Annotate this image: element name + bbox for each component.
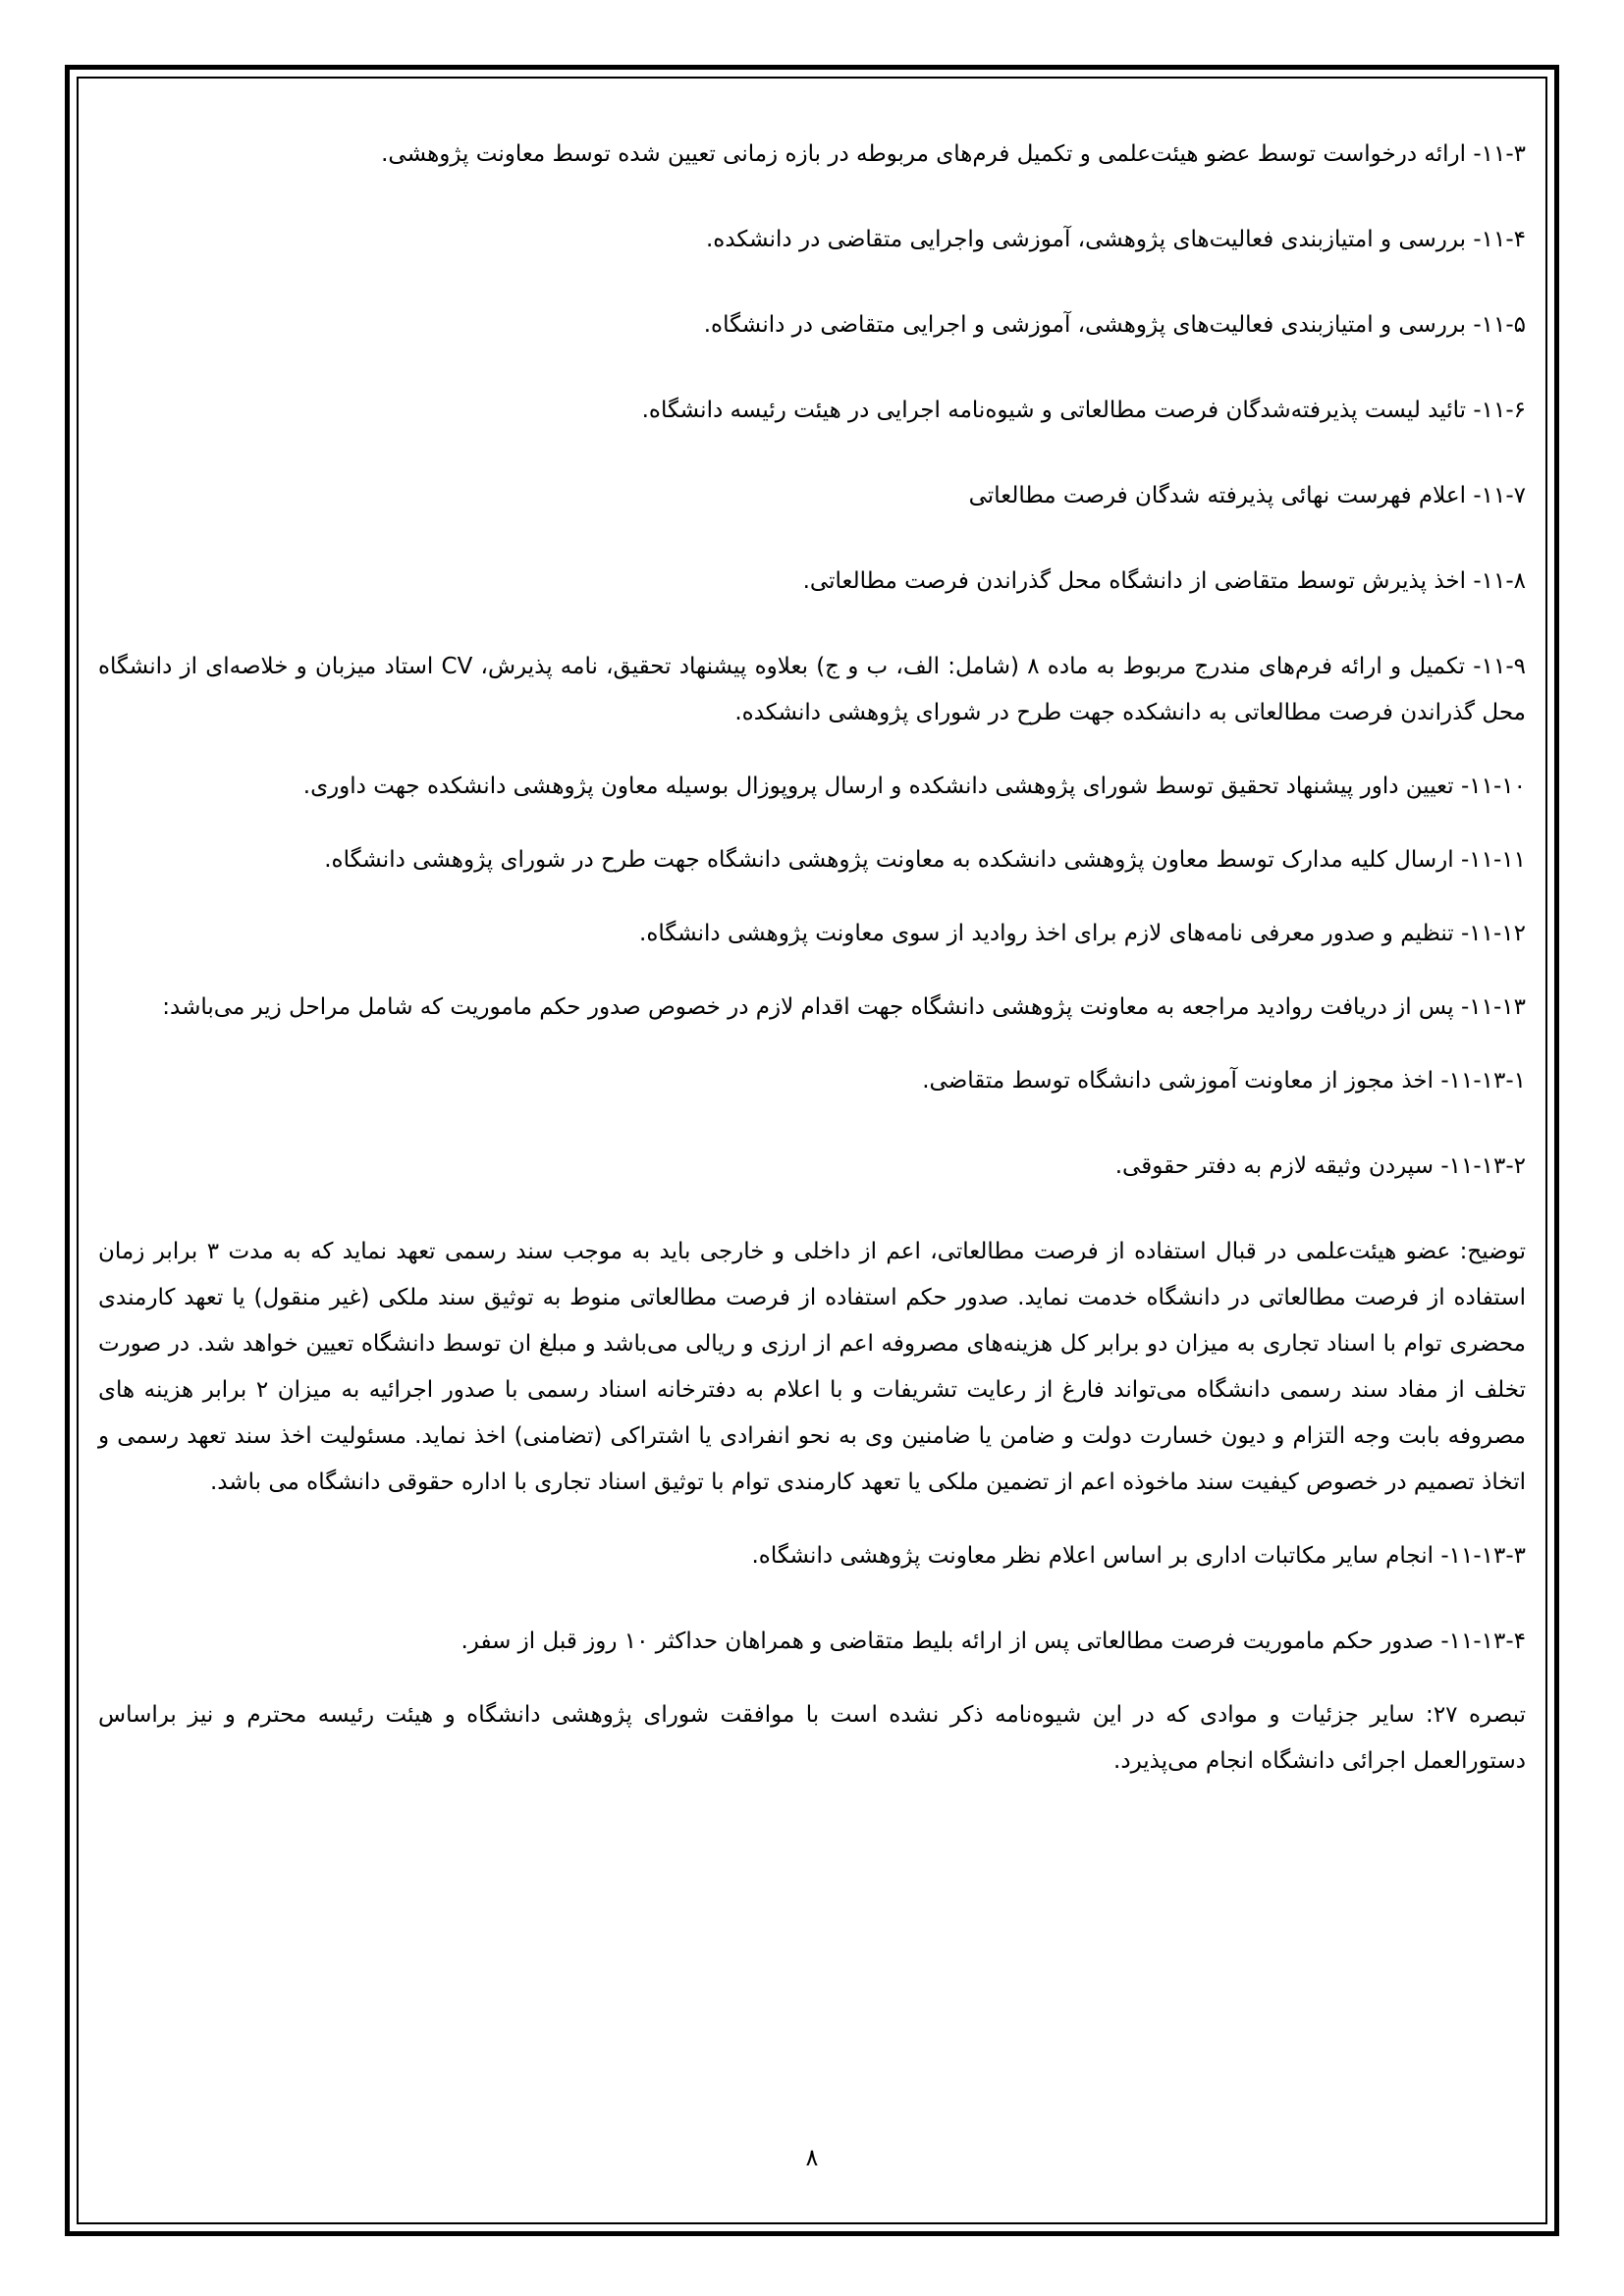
paragraph-11-13-2: ۱۱-۱۳-۲- سپردن وثیقه لازم به دفتر حقوقی. — [1114, 1153, 1526, 1179]
paragraph-note-27: تبصره ۲۷: سایر جزئیات و موادی که در این شیوه‌نامه ذکر نشده است با موافقت شورای پژوهشی دانشگاه و هیئت رئیسه محترم و نیز براساس دستورالعمل اجرائی دانشگاه انجام می‌پذیرد. — [98, 1702, 1527, 1774]
paragraph-11-13-4: ۱۱-۱۳-۴- صدور حکم ماموریت فرصت مطالعاتی پس از ارائه بلیط متقاضی و همراهان حداکثر ۱۰ روز قبل از سفر. — [460, 1629, 1526, 1654]
paragraph-11-13-1: ۱۱-۱۳-۱- اخذ مجوز از معاونت آموزشی دانشگاه توسط متقاضی. — [922, 1068, 1526, 1094]
paragraph-11-3: ۱۱-۳- ارائه درخواست توسط عضو هیئت‌علمی و تکمیل فرم‌های مربوطه در بازه زمانی تعیین شده توسط معاونت پژوهشی. — [381, 141, 1526, 167]
paragraph-11-13: ۱۱-۱۳- پس از دریافت روادید مراجعه به معاونت پژوهشی دانشگاه جهت اقدام لازم در خصوص صدور حکم ماموریت که شامل مراحل زیر می‌باشد: — [162, 994, 1526, 1020]
paragraph-11-5: ۱۱-۵- بررسی و امتیازبندی فعالیت‌های پژوهشی، آموزشی و اجرایی متقاضی در دانشگاه. — [703, 312, 1526, 338]
paragraph-11-11: ۱۱-۱۱- ارسال کلیه مدارک توسط معاون پژوهشی دانشکده به معاونت پژوهشی دانشگاه جهت طرح در شورای پژوهشی دانشگاه. — [324, 847, 1526, 873]
paragraph-11-10: ۱۱-۱۰- تعیین داور پیشنهاد تحقیق توسط شورای پژوهشی دانشکده و ارسال پروپوزال بوسیله معاون پژوهشی دانشکده جهت داوری. — [302, 774, 1526, 799]
paragraph-11-6: ۱۱-۶- تائید لیست پذیرفته‌شدگان فرصت مطالعاتی و شیوه‌نامه اجرایی در هیئت رئیسه دانشگاه. — [641, 398, 1526, 423]
paragraph-11-9: ۱۱-۹- تکمیل و ارائه فرم‌های مندرج مربوط به ماده ۸ (شامل: الف، ب و ج) بعلاوه پیشنهاد تحقیق، نامه پذیرش، CV استاد میزبان و خلاصه‌ای از دانشگاه محل گذراندن فرصت مطالعاتی به دانشکده جهت طرح در شورای پژوهشی دانشکده. — [98, 654, 1526, 725]
document-body — [98, 132, 1526, 1824]
paragraph-11-7: ۱۱-۷- اعلام فهرست نهائی پذیرفته شدگان فرصت مطالعاتی — [968, 483, 1526, 508]
paragraph-11-13-3: ۱۱-۱۳-۳- انجام سایر مکاتبات اداری بر اساس اعلام نظر معاونت پژوهشی دانشگاه. — [751, 1543, 1526, 1569]
paragraph-note: توضیح: عضو هیئت‌علمی در قبال استفاده از فرصت مطالعاتی، اعم از داخلی و خارجی باید به موجب سند رسمی تعهد نماید که به مدت ۳ برابر زمان استفاده از فرصت مطالعاتی در دانشگاه خدمت نماید. صدور حکم استفاده از فرصت مطالعاتی منوط به توثیق سند ملکی (غیر منقول) یا تعهد کارمندی محضری توام با اسناد تجاری به میزان دو برابر کل هزینه‌های مصروفه اعم از ارزی و ریالی می‌باشد و مبلغ ان توسط دانشگاه تعیین خواهد شد. در صورت تخلف از مفاد سند رسمی دانشگاه می‌تواند فارغ از رعایت تشریفات و با اعلام به دفترخانه اسناد رسمی با صدور اجرائیه به میزان ۲ برابر هزینه های مصروفه بابت وجه التزام و دیون خسارت دولت و ضامن یا ضامنین وی به نحو انفرادی یا اشتراکی (تضامنی) اخذ نماید. مسئولیت اخذ سند تعهد رسمی و اتخاذ تصمیم در خصوص کیفیت سند ماخوذه اعم از تضمین ملکی یا تعهد کارمندی توام با توثیق اسناد تجاری با اداره حقوقی دانشگاه می باشد. — [98, 1239, 1527, 1495]
page-number: ۸ — [805, 2144, 819, 2171]
paragraph-11-8: ۱۱-۸- اخذ پذیرش توسط متقاضی از دانشگاه محل گذراندن فرصت مطالعاتی. — [802, 568, 1526, 594]
paragraph-11-4: ۱۱-۴- بررسی و امتیازبندی فعالیت‌های پژوهشی، آموزشی واجرایی متقاضی در دانشکده. — [705, 227, 1526, 252]
paragraph-11-12: ۱۱-۱۲- تنظیم و صدور معرفی نامه‌های لازم برای اخذ روادید از سوی معاونت پژوهشی دانشگاه. — [639, 921, 1526, 946]
